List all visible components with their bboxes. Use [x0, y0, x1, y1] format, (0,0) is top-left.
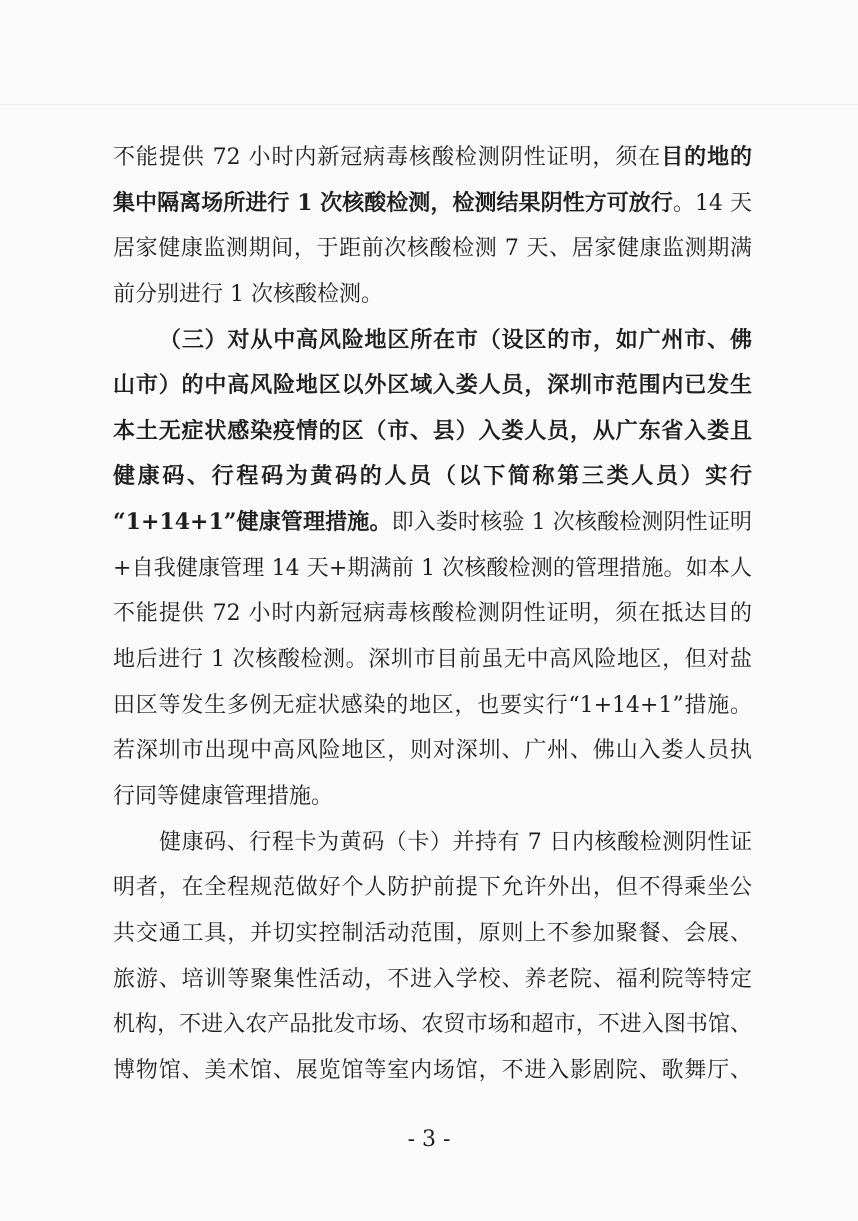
text-line	[113, 774, 752, 820]
text-line	[113, 226, 752, 272]
text-line	[113, 728, 752, 774]
text-run: 即入娄时核验 1 次核酸检测阴性证明	[391, 510, 752, 536]
text-run: 健康码、行程卡为黄码（卡）并持有 7 日内核酸检测阴性证	[159, 829, 752, 855]
text-line	[113, 637, 752, 683]
bold-text-run: “1+14+1”健康管理措施。	[113, 509, 392, 536]
text-run: 居家健康监测期间，于距前次核酸检测 7 天、居家健康监测期满	[113, 236, 752, 262]
scan-artifact-line	[0, 104, 858, 105]
text-run: 明者，在全程规范做好个人防护前提下允许外出，但不得乘坐公	[113, 875, 752, 901]
text-line	[113, 272, 752, 318]
text-line	[113, 546, 752, 592]
text-run: +自我健康管理 14 天+期满前 1 次核酸检测的管理措施。如本人	[113, 555, 752, 581]
text-run: 地后进行 1 次核酸检测。深圳市目前虽无中高风险地区，但对盐	[113, 647, 752, 673]
bold-text-run: 集中隔离场所进行 1 次核酸检测，检测结果阴性方可放行	[113, 189, 673, 216]
text-line	[113, 1002, 752, 1048]
text-run: 若深圳市出现中高风险地区，则对深圳、广州、佛山入娄人员执	[113, 738, 752, 764]
text-run: 田区等发生多例无症状感染的地区，也要实行“1+14+1”措施。	[113, 692, 752, 718]
text-run: 行同等健康管理措施。	[113, 783, 334, 809]
text-run: 旅游、培训等聚集性活动，不进入学校、养老院、福利院等特定	[113, 966, 752, 992]
text-line	[113, 454, 752, 500]
text-line	[113, 591, 752, 637]
text-line	[113, 911, 752, 957]
text-line	[113, 135, 752, 181]
paragraph-first-line	[113, 820, 752, 866]
text-line	[113, 409, 752, 455]
bold-text-run: 健康码、行程码为黄码的人员（以下简称第三类人员）实行	[113, 463, 752, 490]
text-run: 不能提供 72 小时内新冠病毒核酸检测阴性证明，须在抵达目的	[113, 601, 752, 627]
text-line	[113, 957, 752, 1003]
text-run: 共交通工具，并切实控制活动范围，原则上不参加聚餐、会展、	[113, 920, 752, 946]
bold-text-run: 目的地的	[661, 144, 752, 170]
text-line	[113, 683, 752, 729]
text-line	[113, 865, 752, 911]
bold-text-run: 山市）的中高风险地区以外区域入娄人员，深圳市范围内已发生	[113, 372, 752, 399]
text-line	[113, 500, 752, 546]
text-line	[113, 363, 752, 409]
text-run: 机构，不进入农产品批发市场、农贸市场和超市，不进入图书馆、	[113, 1012, 752, 1038]
text-run: 不能提供 72 小时内新冠病毒核酸检测阴性证明，须在	[113, 145, 662, 170]
section-heading-line	[113, 318, 752, 364]
text-line	[113, 1048, 752, 1094]
text-run: 前分别进行 1 次核酸检测。	[113, 281, 383, 307]
text-line	[113, 181, 752, 227]
text-run: 。14 天	[672, 190, 752, 216]
document-body	[113, 135, 752, 1093]
bold-text-run: （三）对从中高风险地区所在市（设区的市，如广州市、佛	[159, 326, 752, 353]
bold-text-run: 本土无症状感染疫情的区（市、县）入娄人员，从广东省入娄且	[113, 417, 752, 444]
page-number: - 3 -	[407, 1127, 451, 1152]
text-run: 博物馆、美术馆、展览馆等室内场馆，不进入影剧院、歌舞厅、	[113, 1057, 752, 1083]
